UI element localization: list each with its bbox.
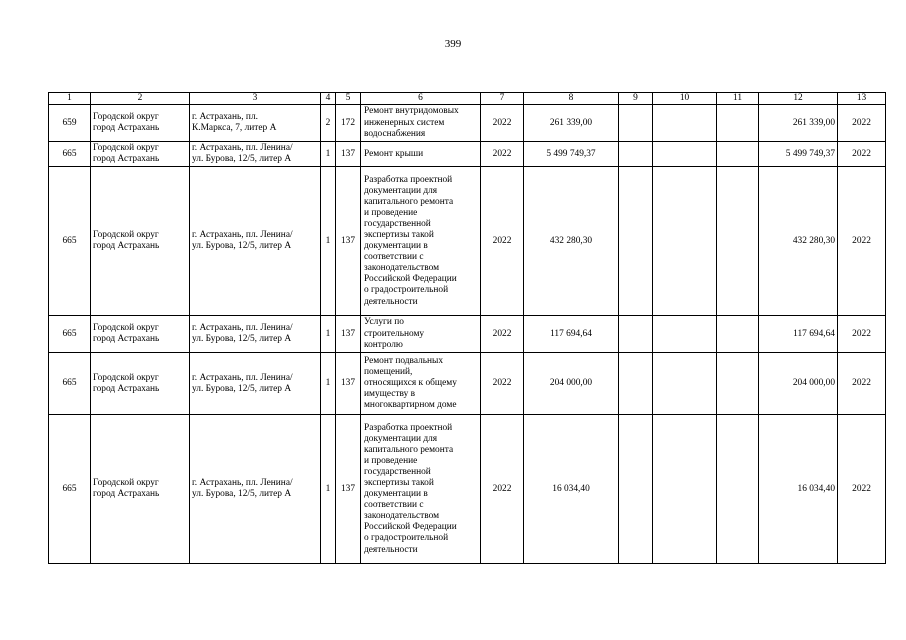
municipality-cell-line: город Астрахань [93, 383, 160, 394]
completion-year-cell: 2022 [838, 105, 886, 142]
total-cost-cell: 117 694,64 [524, 316, 619, 353]
work-description-line: Ремонт внутридомовых [364, 106, 459, 117]
work-description-cell [361, 167, 481, 316]
column-4-cell: 1 [321, 353, 336, 415]
work-description-line: помещений, [364, 366, 413, 377]
column-11-cell [717, 167, 759, 316]
column-number-header: 6 [361, 93, 481, 105]
municipality-cell [91, 415, 190, 564]
column-11-cell [717, 142, 759, 167]
column-9-cell [619, 415, 653, 564]
row-number-cell: 665 [49, 167, 91, 316]
column-number-header: 3 [190, 93, 321, 105]
address-cell-line: ул. Бурова, 12/5, литер А [192, 489, 292, 500]
municipality-cell-line: город Астрахань [93, 334, 160, 345]
column-10-cell [653, 353, 717, 415]
work-description-line: контролю [364, 339, 403, 350]
address-cell-line: ул. Бурова, 12/5, литер А [192, 334, 292, 345]
address-cell [190, 142, 321, 167]
completion-year-cell: 2022 [838, 316, 886, 353]
work-description-cell [361, 316, 481, 353]
address-cell [190, 415, 321, 564]
municipality-cell-line: Городской округ [93, 372, 159, 383]
funding-amount-cell: 432 280,30 [759, 167, 838, 316]
total-cost-cell: 261 339,00 [524, 105, 619, 142]
address-cell-line: ул. Бурова, 12/5, литер А [192, 241, 292, 252]
total-cost-cell: 204 000,00 [524, 353, 619, 415]
work-description-line: деятельности [364, 544, 418, 555]
completion-year-cell: 2022 [838, 353, 886, 415]
work-description-line: Ремонт крыши [364, 148, 424, 159]
municipality-cell-line: город Астрахань [93, 489, 160, 500]
year-cell: 2022 [481, 316, 524, 353]
address-cell-line: г. Астрахань, пл. Ленина/ [192, 230, 293, 240]
column-10-cell [653, 142, 717, 167]
column-number-header: 9 [619, 93, 653, 105]
column-5-cell: 172 [336, 105, 361, 142]
municipality-cell-line: Городской округ [93, 112, 159, 122]
year-cell: 2022 [481, 167, 524, 316]
work-description-line: деятельности [364, 296, 418, 307]
work-description-line: экспертизы такой [364, 478, 434, 488]
municipality-cell [91, 316, 190, 353]
total-cost-cell: 5 499 749,37 [524, 142, 619, 167]
column-10-cell [653, 105, 717, 142]
completion-year-cell: 2022 [838, 167, 886, 316]
column-11-cell [717, 105, 759, 142]
column-9-cell [619, 316, 653, 353]
work-description-line: документации в [364, 489, 428, 500]
column-10-cell [653, 316, 717, 353]
funding-amount-cell: 5 499 749,37 [759, 142, 838, 167]
municipality-cell-line: город Астрахань [93, 154, 160, 165]
table-row [49, 316, 886, 353]
column-5-cell: 137 [336, 415, 361, 564]
column-11-cell [717, 316, 759, 353]
address-cell [190, 105, 321, 142]
completion-year-cell: 2022 [838, 142, 886, 167]
funding-amount-cell: 117 694,64 [759, 316, 838, 353]
column-4-cell: 1 [321, 415, 336, 564]
municipality-cell-line: город Астрахань [93, 241, 160, 252]
funding-amount-cell: 204 000,00 [759, 353, 838, 415]
column-10-cell [653, 167, 717, 316]
work-description-line: законодательством [364, 511, 440, 522]
column-number-header: 11 [717, 93, 759, 105]
municipality-cell-line: Городской округ [93, 478, 159, 488]
column-number-header: 5 [336, 93, 361, 105]
work-description-line: документации в [364, 241, 428, 252]
address-cell [190, 167, 321, 316]
year-cell: 2022 [481, 105, 524, 142]
work-description-line: капитального ремонта [364, 444, 454, 455]
municipality-cell [91, 142, 190, 167]
work-description-line: инженерных систем [364, 117, 445, 128]
row-number-cell: 665 [49, 415, 91, 564]
municipality-cell [91, 353, 190, 415]
address-cell-line: г. Астрахань, пл. Ленина/ [192, 478, 293, 488]
work-description-line: многоквартирном доме [364, 400, 457, 411]
column-4-cell: 1 [321, 167, 336, 316]
address-cell-line: г. Астрахань, пл. Ленина/ [192, 323, 293, 333]
column-5-cell: 137 [336, 167, 361, 316]
column-number-header: 8 [524, 93, 619, 105]
column-4-cell: 2 [321, 105, 336, 142]
column-number-header: 10 [653, 93, 717, 105]
total-cost-cell: 432 280,30 [524, 167, 619, 316]
work-description-cell [361, 105, 481, 142]
address-cell-line: ул. Бурова, 12/5, литер А [192, 383, 292, 394]
work-description-cell [361, 142, 481, 167]
column-5-cell: 137 [336, 142, 361, 167]
work-description-line: законодательством [364, 263, 440, 274]
column-number-header: 7 [481, 93, 524, 105]
work-description-cell [361, 415, 481, 564]
register-table [48, 92, 886, 564]
column-number-header: 13 [838, 93, 886, 105]
column-11-cell [717, 353, 759, 415]
table-row [49, 415, 886, 564]
column-number-header: 2 [91, 93, 190, 105]
column-number-header: 1 [49, 93, 91, 105]
table-header-row [49, 93, 886, 105]
address-cell [190, 316, 321, 353]
work-description-line: экспертизы такой [364, 230, 434, 240]
column-9-cell [619, 353, 653, 415]
work-description-line: капитального ремонта [364, 196, 454, 207]
work-description-line: соответствии с [364, 500, 424, 511]
address-cell-line: г. Астрахань, пл. Ленина/ [192, 372, 293, 383]
work-description-line: соответствии с [364, 252, 424, 263]
funding-amount-cell: 16 034,40 [759, 415, 838, 564]
column-11-cell [717, 415, 759, 564]
work-description-line: Разработка проектной [364, 174, 453, 185]
work-description-line: государственной [364, 218, 431, 229]
work-description-line: имуществу в [364, 389, 416, 400]
total-cost-cell: 16 034,40 [524, 415, 619, 564]
work-description-line: строительному [364, 328, 425, 339]
year-cell: 2022 [481, 142, 524, 167]
column-9-cell [619, 105, 653, 142]
row-number-cell: 665 [49, 353, 91, 415]
completion-year-cell: 2022 [838, 415, 886, 564]
column-4-cell: 1 [321, 142, 336, 167]
municipality-cell-line: Городской округ [93, 143, 159, 153]
column-number-header: 4 [321, 93, 336, 105]
address-cell-line: г. Астрахань, пл. Ленина/ [192, 143, 293, 153]
year-cell: 2022 [481, 415, 524, 564]
row-number-cell: 665 [49, 316, 91, 353]
work-description-line: и проведение [364, 207, 418, 218]
work-description-cell [361, 353, 481, 415]
column-number-header: 12 [759, 93, 838, 105]
work-description-line: Разработка проектной [364, 422, 453, 433]
column-5-cell: 137 [336, 316, 361, 353]
address-cell [190, 353, 321, 415]
municipality-cell-line: город Астрахань [93, 123, 160, 134]
work-description-line: относящихся к общему [364, 378, 457, 389]
address-cell-line: К.Маркса, 7, литер А [192, 123, 277, 134]
table-row [49, 105, 886, 142]
column-4-cell: 1 [321, 316, 336, 353]
address-cell-line: ул. Бурова, 12/5, литер А [192, 154, 292, 165]
table-row [49, 353, 886, 415]
work-description-line: документации для [364, 185, 438, 196]
work-description-line: документации для [364, 433, 438, 444]
work-description-line: Российской Федерации [364, 274, 457, 285]
row-number-cell: 665 [49, 142, 91, 167]
column-5-cell: 137 [336, 353, 361, 415]
work-description-line: Услуги по [364, 317, 404, 328]
column-10-cell [653, 415, 717, 564]
work-description-line: государственной [364, 466, 431, 477]
funding-amount-cell: 261 339,00 [759, 105, 838, 142]
work-description-line: Российской Федерации [364, 522, 457, 533]
work-description-line: о градостроительной [364, 285, 449, 296]
municipality-cell-line: Городской округ [93, 323, 159, 333]
address-cell-line: г. Астрахань, пл. [192, 112, 258, 122]
table-row [49, 167, 886, 316]
column-9-cell [619, 142, 653, 167]
municipality-cell [91, 167, 190, 316]
municipality-cell-line: Городской округ [93, 230, 159, 240]
year-cell: 2022 [481, 353, 524, 415]
table-row [49, 142, 886, 167]
municipality-cell [91, 105, 190, 142]
work-description-line: и проведение [364, 455, 418, 466]
row-number-cell: 659 [49, 105, 91, 142]
work-description-line: о градостроительной [364, 533, 449, 544]
page-number: 399 [444, 38, 462, 50]
column-9-cell [619, 167, 653, 316]
work-description-line: водоснабжения [364, 128, 426, 139]
work-description-line: Ремонт подвальных [364, 355, 444, 366]
